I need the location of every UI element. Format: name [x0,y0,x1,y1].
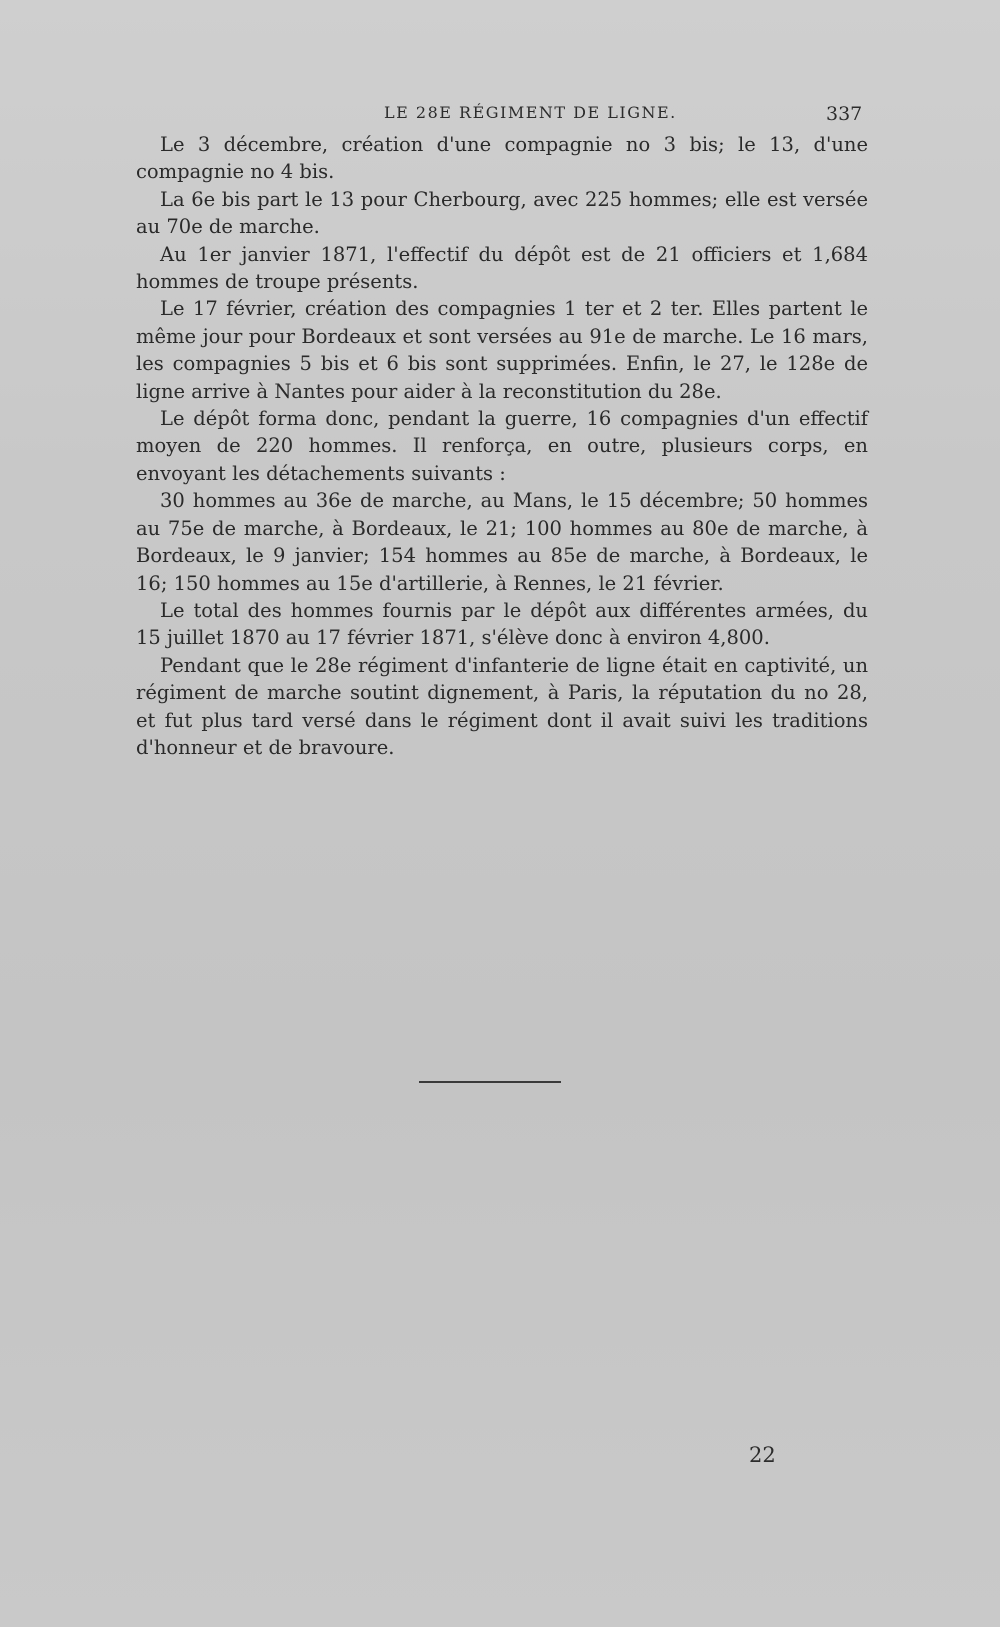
paragraph: Au 1er janvier 1871, l'effectif du dépôt est de 21 officiers et 1,684 hommes de troupe présents. [136,242,868,294]
paragraph: Pendant que le 28e régiment d'infanterie de ligne était en captivité, un régiment de marche soutint dignement, à Paris, la réputation du no 28, et fut plus tard versé dans le régiment dont il avait suivi les traditions d'honneur et de bravoure. [136,653,868,759]
paragraph: Le 3 décembre, création d'une compagnie no 3 bis; le 13, d'une compagnie no 4 bis. [136,133,868,184]
paragraph: Le total des hommes fournis par le dépôt aux différentes armées, du 15 juillet 1870 au 17 février 1871, s'élève donc à environ 4,800. [136,598,868,650]
paragraph: La 6e bis part le 13 pour Cherbourg, avec 225 hommes; elle est versée au 70e de marche. [136,187,868,239]
running-title: LE 28E RÉGIMENT DE LIGNE. [384,103,677,122]
signature-mark: 22 [749,1443,776,1467]
paragraph: 30 hommes au 36e de marche, au Mans, le 15 décembre; 50 hommes au 75e de marche, à Bordeaux, le 21; 100 hommes au 80e de marche, à Bordeaux, le 9 janvier; 154 hommes au 85e de marche, à Bordeaux, le 16; 150 hommes au 15e d'artillerie, à Rennes, le 21 février. [136,489,868,595]
body-text [136,131,868,761]
page-number: 337 [826,103,863,125]
running-head [0,103,1000,129]
section-end-rule [419,1081,561,1083]
paragraph: Le 17 février, création des compagnies 1 ter et 2 ter. Elles partent le même jour pour Bordeaux et sont versées au 91e de marche. Le 16 mars, les compagnies 5 bis et 6 bis sont supprimées. Enfin, le 27, le 128e de ligne arrive à Nantes pour aider à la reconstitution du 28e. [136,297,868,403]
paragraph: Le dépôt forma donc, pendant la guerre, 16 compagnies d'un effectif moyen de 220 hommes. Il renforça, en outre, plusieurs corps, en envoyant les détachements suivants : [136,407,868,485]
